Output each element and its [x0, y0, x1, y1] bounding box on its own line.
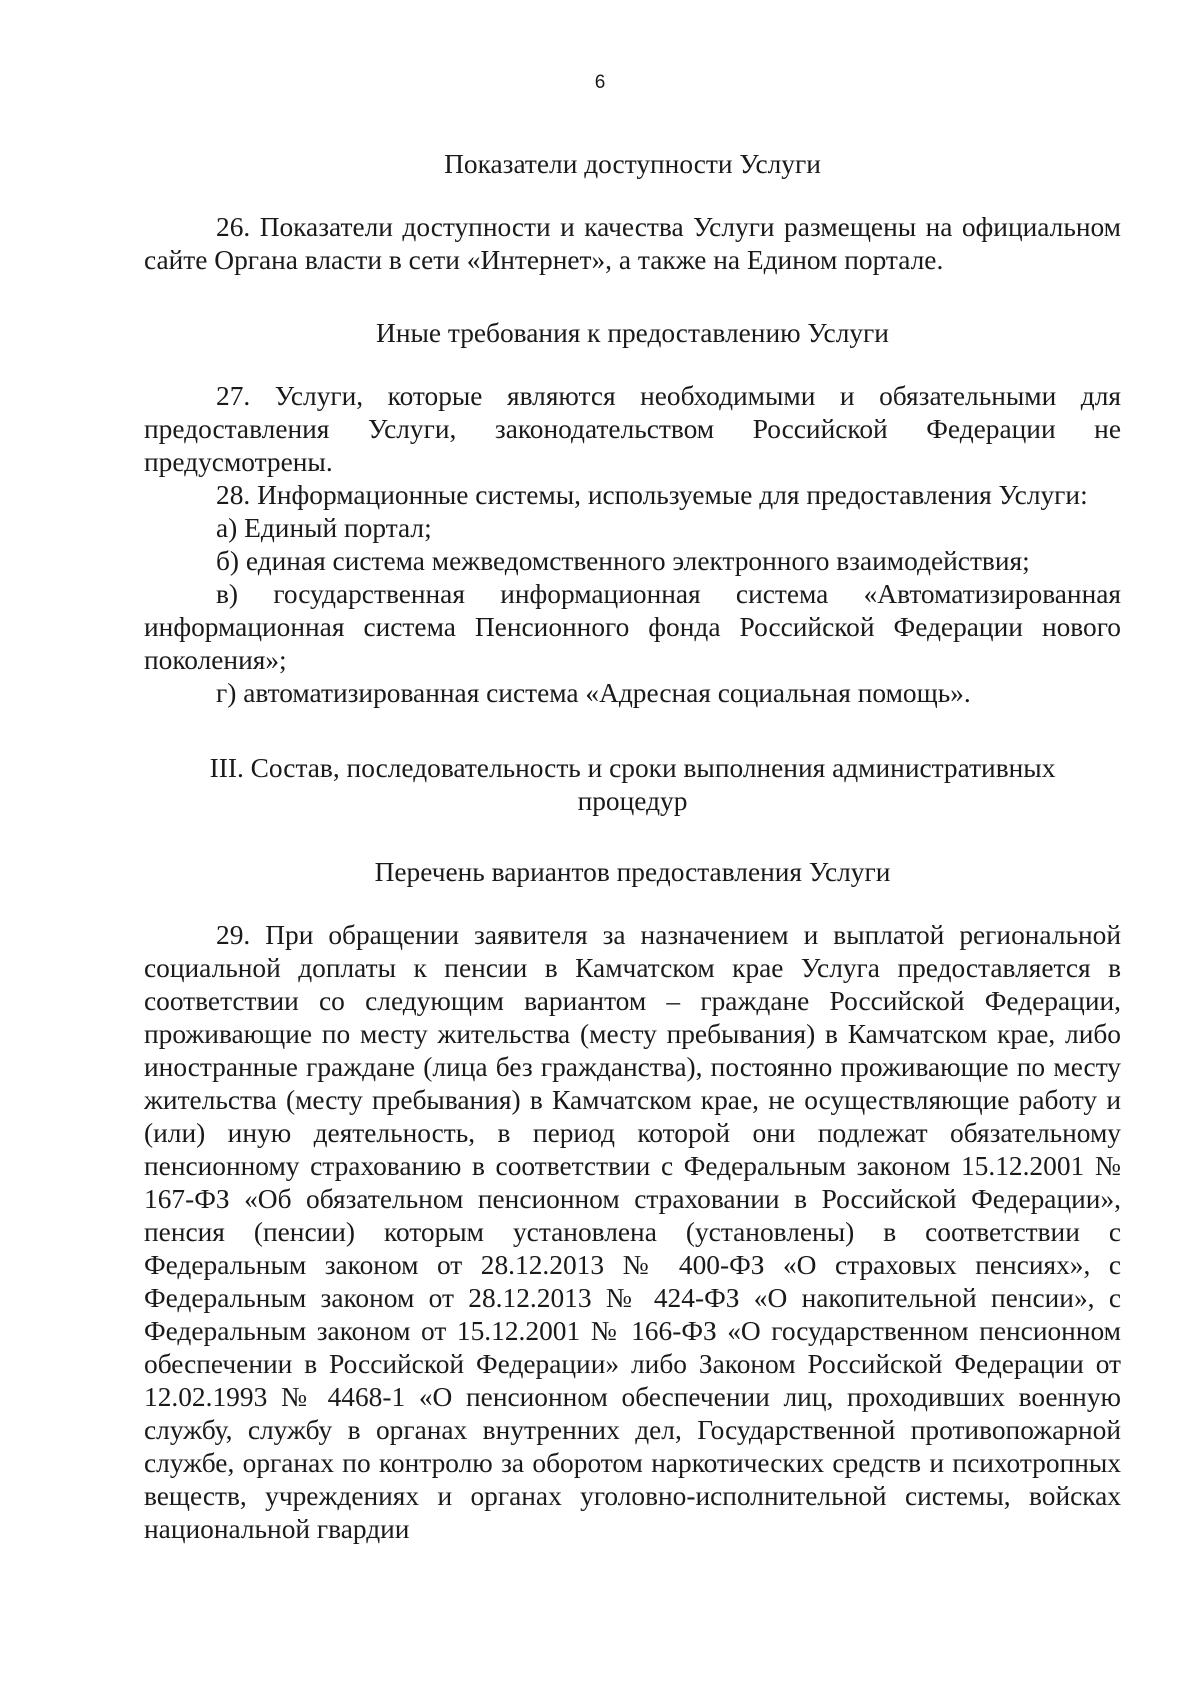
chapter-3-heading-line-1: III. Состав, последовательность и сроки выполнения административных — [209, 753, 1056, 783]
paragraph-28: 28. Информационные системы, используемые для предоставления Услуги: — [216, 480, 1088, 510]
paragraph-29: 29. При обращении заявителя за назначением и выплатой региональной социальной доплаты к пенсии в Камчатском крае Услуга предоставляется в соответствии со следующим вариантом – граждане Российской Федерации, проживающие по месту жительства (месту пребывания) в Камчатском крае, либо иностранные граждане (лица без гражданства), постоянно проживающие по месту жительства (месту пребывания) в Камчатском крае, не осуществляющие работу и (или) иную деятельность, в период которой они подлежат обязательному пенсионному страхованию в соответствии с Федеральным законом 15.12.2001 № 167-ФЗ «Об обязательном пенсионном страховании в Российской Федерации», пенсия (пенсии) которым установлена (установлены) в соответствии с Федеральным законом от 28.12.2013 № 400-ФЗ «О страховых пенсиях», с Федеральным законом от 28.12.2013 № 424-ФЗ «О накопительной пенсии», с Федеральным законом от 15.12.2001 № 166-ФЗ «О государственном пенсионном обеспечении в Российской Федерации» либо Законом Российской Федерации от 12.02.1993 № 4468-1 «О пенсионном обеспечении лиц, проходивших военную службу, службу в органах внутренних дел, Государственной противопожарной службе, органах по контролю за оборотом наркотических средств и психотропных веществ, учреждениях и органах уголовно-исполнительной системы, войсках национальной гвардии — [144, 920, 1121, 1544]
paragraph-27: 27. Услуги, которые являются необходимыми и обязательными для предоставления Услуги, законодательством Российской Федерации не предусмотрены. — [144, 381, 1121, 477]
paragraph-26: 26. Показатели доступности и качества Услуги размещены на официальном сайте Органа власти в сети «Интернет», а также на Едином портале. — [144, 212, 1121, 275]
chapter-3-heading-line-2: процедур — [577, 786, 688, 816]
paragraph-28-b: б) единая система межведомственного электронного взаимодействия; — [216, 546, 1030, 576]
availability-heading: Показатели доступности Услуги — [444, 149, 821, 179]
variants-heading: Перечень вариантов предоставления Услуги — [374, 857, 891, 887]
paragraph-28-v: в) государственная информационная система «Автоматизированная информационная система Пенсионного фонда Российской Федерации нового поколения»; — [144, 579, 1121, 675]
paragraph-28-g: г) автоматизированная система «Адресная социальная помощь». — [216, 678, 971, 708]
other-requirements-heading: Иные требования к предоставлению Услуги — [376, 318, 889, 348]
paragraph-28-a: а) Единый портал; — [216, 513, 432, 543]
chapter-3-heading — [144, 752, 1121, 818]
page-number: 6 — [594, 72, 606, 93]
document-body — [144, 148, 1121, 1546]
